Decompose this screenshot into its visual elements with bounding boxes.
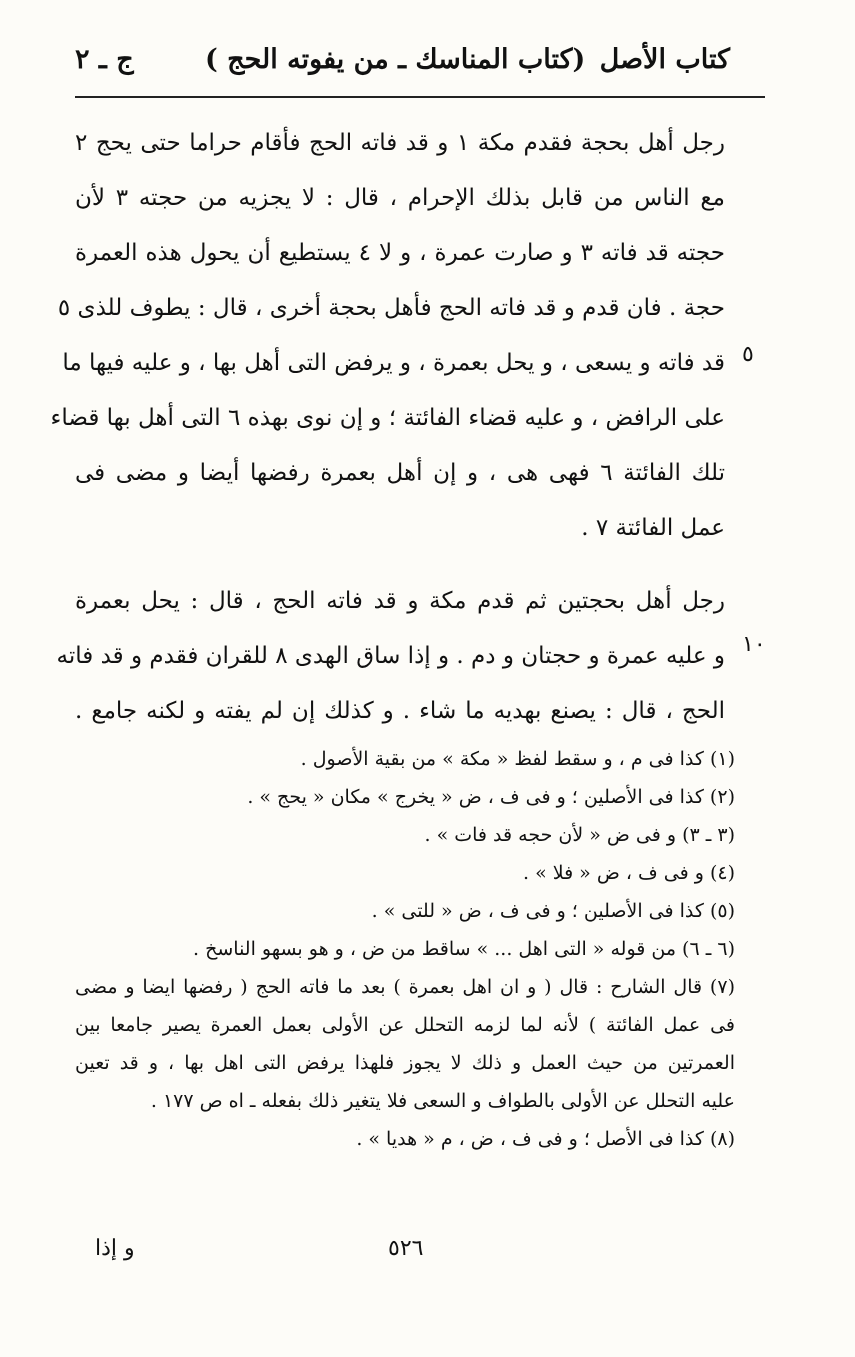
footnotes xyxy=(75,740,735,1158)
main-text xyxy=(50,116,725,739)
text-line: رجل أهل بحجة فقدم مكة ١ و قد فاته الحج فأقام حراما حتى يحج ٢ xyxy=(75,130,725,156)
footnote: (٥) كذا فى الأصلين ؛ و فى ف ، ض « للتى » . xyxy=(371,900,735,922)
footnote: (٨) كذا فى الأصل ؛ و فى ف ، ض ، م « هديا » . xyxy=(356,1128,735,1150)
footnote-continuation: العمرتين من حيث العمل و ذلك لا يجوز فلهذا يرفض التى اهل بها ، و قد تعين xyxy=(75,1052,735,1074)
footnote: (٤) و فى ف ، ض « فلا » . xyxy=(522,862,735,884)
text-line: رجل أهل بحجتين ثم قدم مكة و قد فاته الحج ، قال : يحل بعمرة xyxy=(75,588,725,614)
text-line: حجة . فان قدم و قد فاته الحج فأهل بحجة أخرى ، قال : يطوف للذى ٥ xyxy=(57,295,725,321)
footnote: (٣ ـ ٣) و فى ض « لأن حجه قد فات » . xyxy=(424,824,735,846)
footnote: (٢) كذا فى الأصلين ؛ و فى ف ، ض « يخرج » مكان « يحج » . xyxy=(247,786,735,808)
catchword: و إذا xyxy=(95,1236,135,1261)
running-header-section-title: (كتاب المناسك ـ من يفوته الحج ) xyxy=(205,44,586,75)
page-number: ٥٢٦ xyxy=(388,1236,424,1261)
footnote-continuation: عليه التحلل عن الأولى بالطواف و السعى فلا يتغير ذلك بفعله ـ اه ص ١٧٧ . xyxy=(150,1090,735,1112)
footnote-continuation: فى عمل الفائتة ) لأنه لما لزمه التحلل عن الأولى بعمل العمرة يصير جامعا بين xyxy=(75,1014,735,1036)
text-line: قد فاته و يسعى ، و يحل بعمرة ، و يرفض التى أهل بها ، و عليه فيها ما xyxy=(62,350,725,376)
footnote: (٦ ـ ٦) من قوله « التى اهل ... » ساقط من ض ، و هو بسهو الناسخ . xyxy=(193,938,735,960)
text-line: عمل الفائتة ٧ . xyxy=(581,515,725,541)
text-line: الحج ، قال : يصنع بهديه ما شاء . و كذلك إن لم يفته و لكنه جامع . xyxy=(75,698,725,724)
running-header-volume: ج ـ ٢ xyxy=(75,44,134,75)
footnote: (٧) قال الشارح : قال ( و ان اهل بعمرة ) بعد ما فاته الحج ( رفضها ايضا و مضى xyxy=(75,976,735,998)
text-line: حجته قد فاته ٣ و صارت عمرة ، و لا ٤ يستطيع أن يحول هذه العمرة xyxy=(75,240,725,266)
running-header-book-title: كتاب الأصل xyxy=(599,44,730,75)
text-line: تلك الفائتة ٦ فهى هى ، و إن أهل بعمرة رفضها أيضا و مضى فى xyxy=(75,460,725,486)
header-rule xyxy=(75,96,765,98)
footnote: (١) كذا فى م ، و سقط لفظ « مكة » من بقية الأصول . xyxy=(300,748,735,770)
text-line: على الرافض ، و عليه قضاء الفائتة ؛ و إن نوى بهذه ٦ التى أهل بها قضاء xyxy=(50,405,725,431)
text-line: مع الناس من قابل بذلك الإحرام ، قال : لا يجزيه من حجته ٣ لأن xyxy=(75,185,725,211)
line-number-5: ٥ xyxy=(742,342,754,367)
text-line: و عليه عمرة و حجتان و دم . و إذا ساق الهدى ٨ للقران فقدم و قد فاته xyxy=(56,643,725,669)
line-number-10: ١٠ xyxy=(742,632,766,657)
